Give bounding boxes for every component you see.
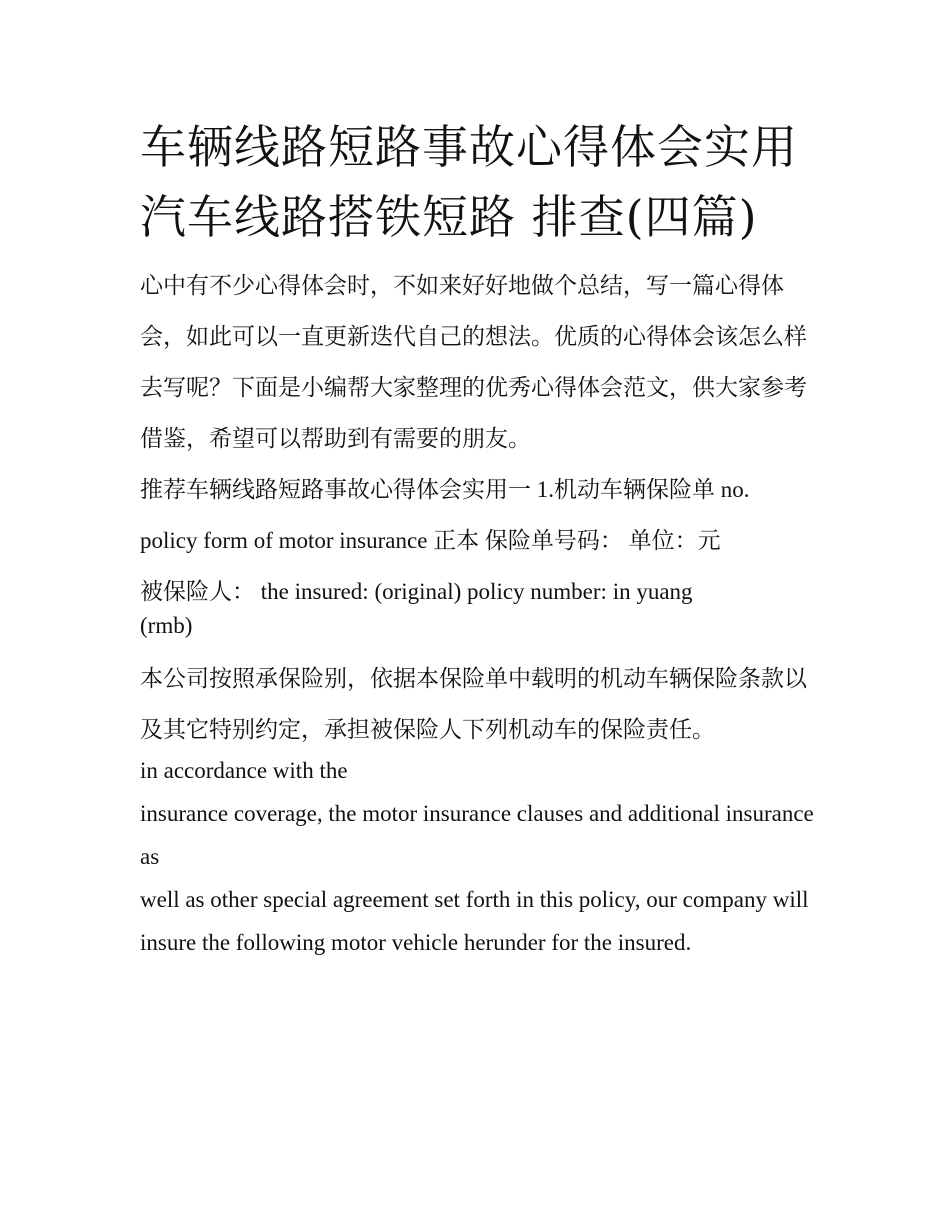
english-line-4: insure the following motor vehicle herunder for the insured. — [140, 930, 692, 955]
company-paragraph: 本公司按照承保险别，依据本保险单中载明的机动车辆保险条款以及其它特别约定，承担被保险人下列机动车的保险责任。 — [140, 666, 807, 742]
english-line-2: insurance coverage, the motor insurance clauses and additional insurance as — [140, 801, 814, 869]
recommend-line: 推荐车辆线路短路事故心得体会实用一 1.机动车辆保险单 no. — [140, 477, 750, 502]
document-title: 车辆线路短路事故心得体会实用 汽车线路搭铁短路 排查(四篇) — [140, 120, 798, 244]
rmb-line: (rmb) — [140, 613, 193, 638]
intro-paragraph: 心中有不少心得体会时，不如来好好地做个总结，写一篇心得体会，如此可以一直更新迭代自己的想法。优质的心得体会该怎么样去写呢？下面是小编帮大家整理的优秀心得体会范文，供大家参考借鉴，希望可以帮助到有需要的朋友。 — [140, 273, 807, 451]
insured-line: 被保险人： the insured: (original) policy number: in yuang — [140, 579, 693, 604]
english-line-1: in accordance with the — [140, 758, 348, 783]
policy-form-line: policy form of motor insurance 正本 保险单号码： 单位：元 — [140, 528, 721, 553]
english-line-3: well as other special agreement set forth in this policy, our company will — [140, 887, 809, 912]
document-page — [140, 112, 820, 964]
